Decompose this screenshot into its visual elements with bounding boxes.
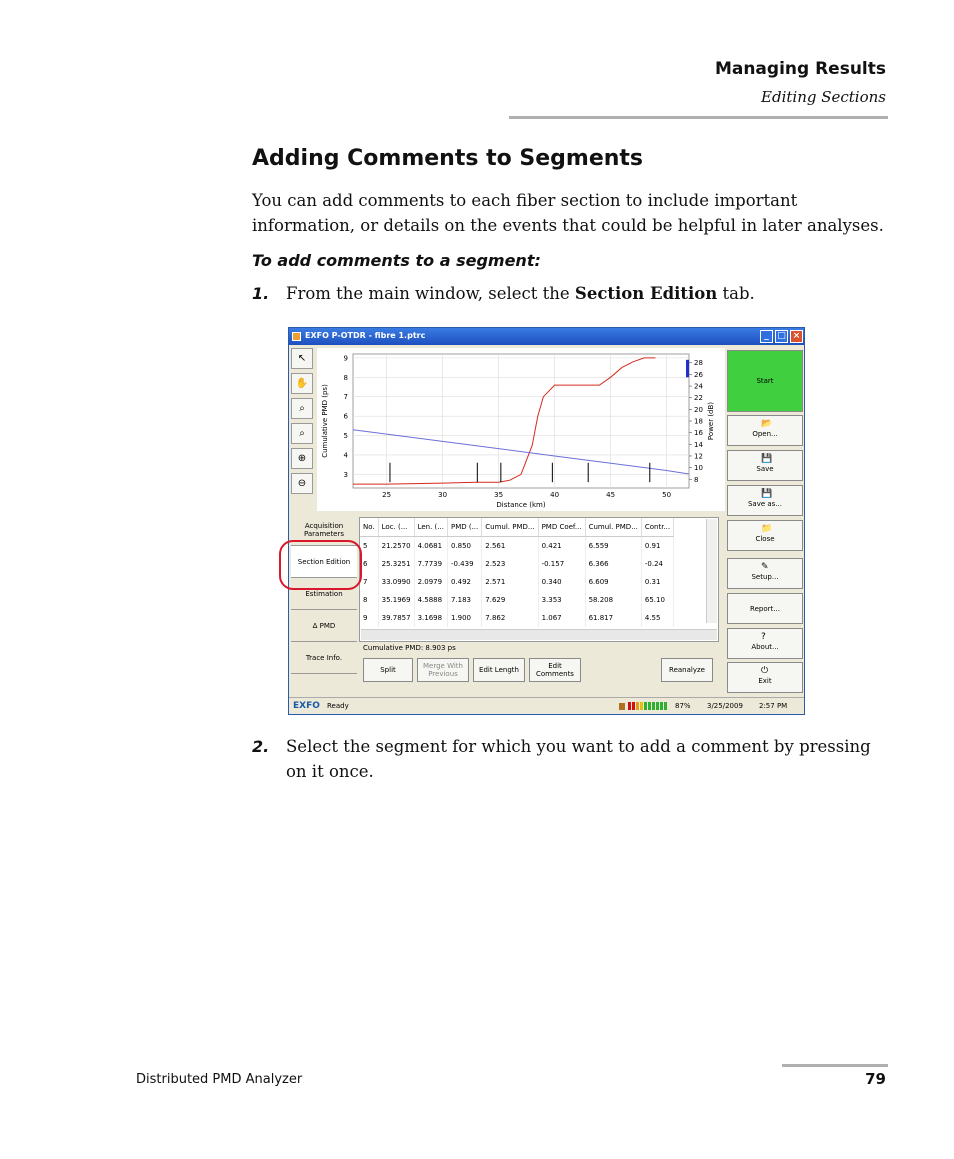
page-number: 79 — [865, 1070, 886, 1088]
table-cell: 3.353 — [538, 591, 585, 609]
tab-section-edition[interactable]: Section Edition — [291, 546, 357, 578]
table-row[interactable] — [360, 537, 674, 556]
status-text: Ready — [327, 702, 349, 710]
running-header-title: Managing Results — [714, 59, 886, 79]
minimize-icon[interactable]: _ — [760, 330, 773, 343]
column-header[interactable]: Len. (... — [414, 518, 447, 537]
table-cell: 6.366 — [585, 555, 641, 573]
table-cell: 9 — [360, 609, 378, 627]
table-cell: 2.561 — [482, 537, 538, 556]
x-tick-label: 25 — [382, 491, 392, 499]
table-cell: 3.1698 — [414, 609, 447, 627]
table-cell: 5 — [360, 537, 378, 556]
y2-tick-label: 18 — [694, 417, 703, 426]
status-time: 2:57 PM — [759, 702, 788, 710]
x-tick-label: 45 — [606, 491, 616, 499]
battery-gauge-icon — [619, 701, 669, 711]
table-cell: 65.10 — [641, 591, 673, 609]
table-cell: 2.571 — [482, 573, 538, 591]
table-cell: 6.609 — [585, 573, 641, 591]
zoom-in-icon[interactable]: ⊕ — [291, 448, 313, 469]
y2-tick-label: 12 — [694, 452, 703, 461]
setup-icon: ✎ — [761, 562, 769, 572]
maximize-icon[interactable]: □ — [775, 330, 788, 343]
table-row[interactable] — [360, 573, 674, 591]
step-text: Select the segment for which you want to add a comment by pressing on it once. — [286, 737, 871, 781]
open-button[interactable]: 📂 Open... — [727, 415, 803, 446]
column-header[interactable]: Cumul. PMD... — [585, 518, 641, 537]
y2-tick-label: 16 — [694, 429, 703, 438]
section-heading: Adding Comments to Segments — [252, 146, 644, 171]
split-button[interactable]: Split — [363, 658, 413, 682]
save-as-button[interactable]: 💾 Save as... — [727, 485, 803, 516]
app-icon — [292, 332, 301, 341]
step-number: 1. — [252, 284, 270, 303]
report-button[interactable]: Report... — [727, 593, 803, 624]
folder-icon: 📁 — [761, 524, 773, 534]
y2-tick-label: 22 — [694, 394, 703, 403]
plot-area — [353, 354, 689, 488]
merge-with-previous-button[interactable]: Merge With Previous — [417, 658, 469, 682]
table-cell: 4.0681 — [414, 537, 447, 556]
y2-tick-label: 14 — [694, 440, 703, 449]
cumulative-pmd-label: Cumulative PMD: 8.903 ps — [363, 644, 456, 652]
y-axis-title: Cumulative PMD (ps) — [321, 384, 329, 458]
table-cell: 25.3251 — [378, 555, 414, 573]
chart-svg — [317, 348, 725, 511]
table-cell: 35.1969 — [378, 591, 414, 609]
y2-tick-label: 28 — [694, 359, 703, 368]
y-tick-label: 7 — [343, 393, 348, 402]
folder-open-icon: 📂 — [761, 419, 773, 429]
status-bar — [289, 697, 804, 714]
x-tick-label: 50 — [662, 491, 672, 499]
exfo-logo: EXFO — [293, 701, 320, 711]
table-cell: 7 — [360, 573, 378, 591]
table-cell: 1.067 — [538, 609, 585, 627]
pan-hand-icon[interactable]: ✋ — [291, 373, 313, 394]
vertical-scrollbar[interactable] — [706, 519, 717, 623]
table-cell: 2.0979 — [414, 573, 447, 591]
y2-tick-label: 8 — [694, 475, 699, 484]
tab-trace-info[interactable]: Trace Info. — [291, 642, 357, 674]
edit-length-button[interactable]: Edit Length — [473, 658, 525, 682]
table-row[interactable] — [360, 591, 674, 609]
table-cell: -0.439 — [447, 555, 481, 573]
x-axis-title: Distance (km) — [496, 501, 546, 509]
tab-delta-pmd[interactable]: Δ PMD — [291, 610, 357, 642]
table-cell: 33.0990 — [378, 573, 414, 591]
intro-paragraph: You can add comments to each fiber section to include important information, or details on the events that could be helpful in later analyses. — [252, 191, 884, 235]
table-cell: 6 — [360, 555, 378, 573]
column-header[interactable]: PMD Coef... — [538, 518, 585, 537]
y-tick-label: 4 — [343, 451, 348, 460]
table-cell: 4.55 — [641, 609, 673, 627]
y2-tick-label: 24 — [694, 382, 703, 391]
tool-palette — [291, 348, 316, 498]
table-cell: 7.862 — [482, 609, 538, 627]
footer-rule — [782, 1064, 888, 1067]
sections-table-panel — [359, 517, 719, 642]
procedure-title: To add comments to a segment: — [252, 251, 541, 270]
column-header[interactable]: Contr... — [641, 518, 673, 537]
table-cell: 58.208 — [585, 591, 641, 609]
table-row[interactable] — [360, 609, 674, 627]
table-cell: 0.421 — [538, 537, 585, 556]
help-icon: ? — [761, 632, 766, 642]
footer-product-name: Distributed PMD Analyzer — [136, 1072, 303, 1087]
x-tick-label: 35 — [494, 491, 504, 499]
table-cell: 39.7857 — [378, 609, 414, 627]
y-tick-label: 5 — [343, 432, 348, 441]
app-window-screenshot — [288, 327, 805, 715]
table-cell: 1.900 — [447, 609, 481, 627]
y2-tick-label: 10 — [694, 464, 703, 473]
save-button[interactable]: 💾 Save — [727, 450, 803, 481]
pointer-icon[interactable]: ↖ — [291, 348, 313, 369]
pmd-chart — [317, 348, 725, 511]
floppy-disk-icon: 💾 — [761, 489, 773, 499]
setup-button[interactable]: ✎ Setup... — [727, 558, 803, 589]
y2-tick-label: 20 — [694, 405, 703, 414]
close-icon[interactable]: × — [790, 330, 803, 343]
column-header[interactable]: PMD (... — [447, 518, 481, 537]
about-button[interactable]: ? About... — [727, 628, 803, 659]
table-cell: 7.629 — [482, 591, 538, 609]
table-cell: 7.7739 — [414, 555, 447, 573]
table-cell: 61.817 — [585, 609, 641, 627]
start-button[interactable]: Start — [727, 350, 803, 412]
power-indicator — [686, 360, 689, 377]
battery-percent: 87% — [675, 702, 691, 710]
edit-comments-button[interactable]: Edit Comments — [529, 658, 581, 682]
table-cell: 0.492 — [447, 573, 481, 591]
table-row[interactable] — [360, 555, 674, 573]
y2-axis-title: Power (dB) — [707, 401, 715, 441]
section-edition-highlight-circle — [279, 540, 362, 590]
status-date: 3/25/2009 — [707, 702, 743, 710]
column-header[interactable]: Loc. (... — [378, 518, 414, 537]
sections-table — [360, 518, 674, 627]
x-tick-label: 40 — [550, 491, 560, 499]
tab-estimation[interactable]: Estimation — [291, 578, 357, 610]
table-cell: 6.559 — [585, 537, 641, 556]
y-tick-label: 6 — [343, 412, 348, 421]
column-header[interactable]: No. — [360, 518, 378, 537]
y-tick-label: 9 — [343, 354, 348, 363]
table-cell: 4.5888 — [414, 591, 447, 609]
table-cell: 2.523 — [482, 555, 538, 573]
x-tick-label: 30 — [438, 491, 448, 499]
table-cell: 0.31 — [641, 573, 673, 591]
column-header[interactable]: Cumul. PMD... — [482, 518, 538, 537]
title-bar — [289, 328, 804, 345]
exit-button[interactable]: ⏻ Exit — [727, 662, 803, 693]
window-title: EXFO P-OTDR - fibre 1.ptrc — [305, 331, 426, 340]
table-cell: -0.24 — [641, 555, 673, 573]
tab-acquisition-parameters[interactable]: Acquisition Parameters — [291, 514, 357, 546]
reanalyze-button[interactable]: Reanalyze — [661, 658, 713, 682]
y2-tick-label: 26 — [694, 370, 703, 379]
close-file-button[interactable]: 📁 Close — [727, 520, 803, 551]
running-header-subtitle: Editing Sections — [761, 88, 886, 106]
step-number: 2. — [252, 737, 270, 756]
y-tick-label: 3 — [343, 470, 348, 479]
table-cell: 0.340 — [538, 573, 585, 591]
left-tabs — [291, 514, 357, 674]
step-text: From the main window, select the Section Edition tab. — [286, 284, 755, 303]
horizontal-scrollbar[interactable] — [361, 629, 717, 640]
table-cell: 7.183 — [447, 591, 481, 609]
zoom-area-icon[interactable]: ⌕ — [291, 398, 313, 419]
table-cell: 21.2570 — [378, 537, 414, 556]
zoom-fit-icon[interactable]: ⌕ — [291, 423, 313, 444]
zoom-out-icon[interactable]: ⊖ — [291, 473, 313, 494]
header-rule — [509, 116, 888, 119]
table-cell: -0.157 — [538, 555, 585, 573]
y-tick-label: 8 — [343, 373, 348, 382]
floppy-disk-icon: 💾 — [761, 454, 773, 464]
power-icon: ⏻ — [761, 666, 769, 676]
table-cell: 0.91 — [641, 537, 673, 556]
table-cell: 8 — [360, 591, 378, 609]
table-cell: 0.850 — [447, 537, 481, 556]
